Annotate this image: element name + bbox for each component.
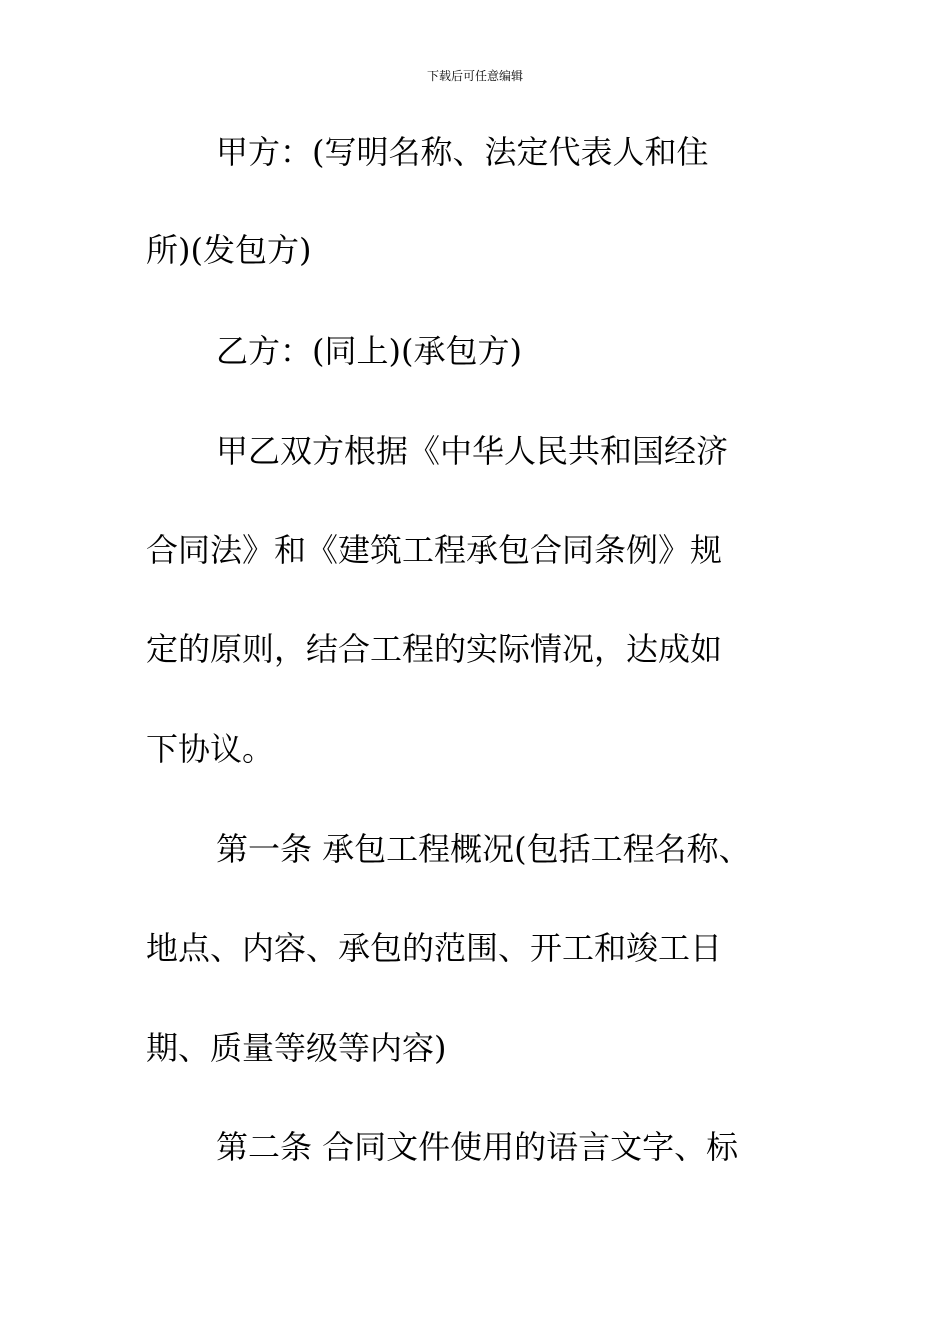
page-header: 下载后可任意编辑 [426,69,523,83]
text-line: 下协议。 [146,730,275,768]
text-line: 所)(发包方) [146,231,312,269]
text-line: 第二条 合同文件使用的语言文字、标 [216,1128,739,1166]
text-line: 乙方：(同上)(承包方) [216,332,522,370]
text-line: 定的原则，结合工程的实际情况，达成如 [146,630,723,668]
text-line: 合同法》和《建筑工程承包合同条例》规 [146,531,723,569]
text-line: 地点、内容、承包的范围、开工和竣工日 [146,929,723,967]
text-line: 甲方：(写明名称、法定代表人和住 [216,133,709,171]
text-line: 期、质量等级等内容) [146,1029,447,1067]
text-line: 甲乙双方根据《中华人民共和国经济 [216,432,729,470]
text-line: 第一条 承包工程概况(包括工程名称、 [216,830,751,868]
